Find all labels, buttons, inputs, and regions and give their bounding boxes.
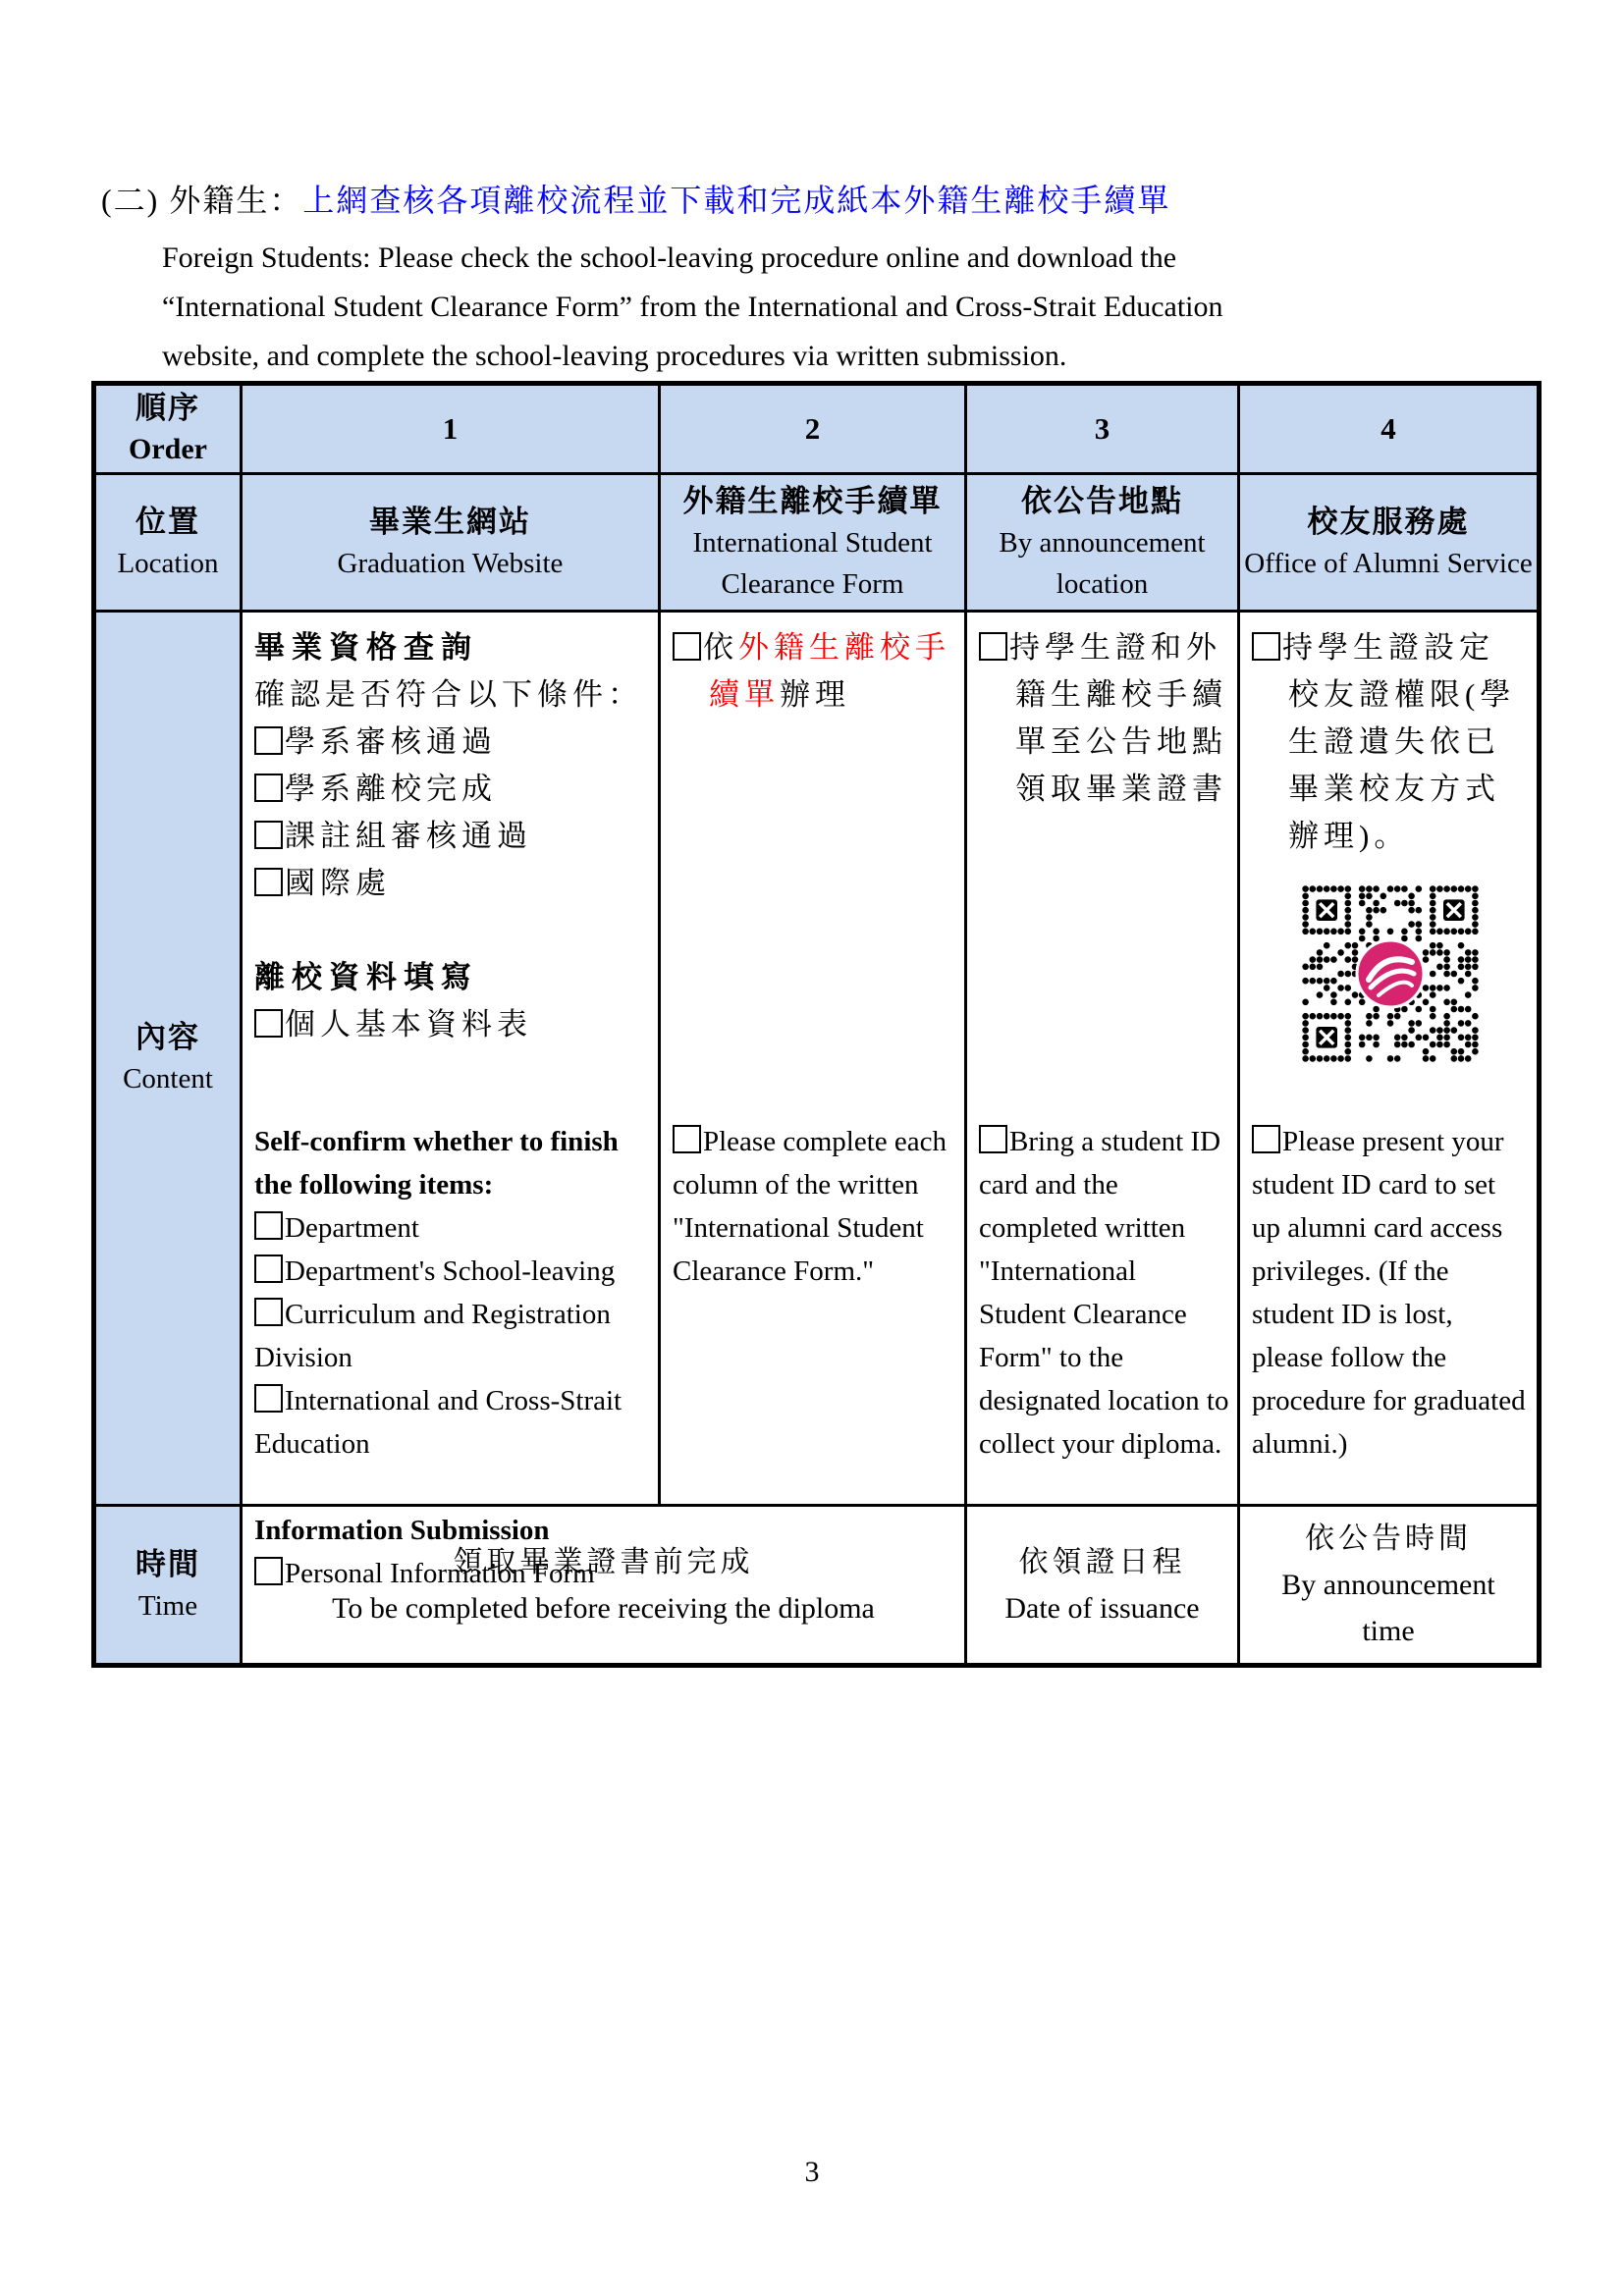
procedure-table <box>91 381 1542 1668</box>
content-row <box>94 612 1540 1506</box>
checklist-item: 國際處 <box>254 860 650 907</box>
page-number: 3 <box>804 2156 820 2188</box>
zh-subtext: 確認是否符合以下條件： <box>254 677 643 712</box>
intro-english-line: Foreign Students: Please check the school-leaving procedure online and download the <box>162 241 1177 274</box>
checkbox-icon <box>254 1384 283 1413</box>
order-step-1: 1 <box>242 384 660 474</box>
intro-english-line: “International Student Clearance Form” from the International and Cross-Strait Education <box>162 291 1223 323</box>
section-title-highlight: 上網查核各項離校流程並下載和完成紙本外籍生離校手續單 <box>302 183 1171 218</box>
intro-english <box>162 234 1535 381</box>
checklist-item: 持學生證設定校友證權限(學生證遺失依已畢業校友方式辦理)。 <box>1252 624 1529 860</box>
checklist-item: Department <box>254 1206 650 1250</box>
time-row-label: 時間 Time <box>94 1506 242 1666</box>
checklist-item: International and Cross-Strait Education <box>254 1385 623 1460</box>
location-row-label: 位置 Location <box>94 474 242 612</box>
location-cell-3: 依公告地點 By announcement location <box>966 474 1239 612</box>
checkbox-icon <box>1252 1125 1280 1153</box>
en-heading: Information Submission <box>254 1515 550 1546</box>
intro-english-line: website, and complete the school-leaving procedures via written submission. <box>162 340 1067 372</box>
time-cell-3: 依領證日程 Date of issuance <box>966 1506 1239 1666</box>
checklist-item: Curriculum and Registration Division <box>254 1299 611 1373</box>
order-step-2: 2 <box>660 384 966 474</box>
location-cell-2: 外籍生離校手續單 International Student Clearance Form <box>660 474 966 612</box>
checklist-item: 個人基本資料表 <box>254 1001 650 1048</box>
content-cell-clearance-form <box>660 612 966 1506</box>
zh-red-text: 外籍生離校手續單 <box>709 630 950 712</box>
location-row <box>94 474 1540 612</box>
checkbox-icon <box>673 1125 701 1153</box>
zh-heading: 畢業資格查詢 <box>254 630 478 665</box>
content-cell-alumni <box>1239 612 1540 1506</box>
checkbox-icon <box>979 632 1007 661</box>
qr-code <box>1302 885 1479 1062</box>
intro-section <box>101 179 1535 381</box>
section-title-prefix: (二) 外籍生： <box>101 183 303 218</box>
checklist-item: Personal Information Form <box>254 1552 650 1595</box>
content-cell-website <box>242 612 660 1589</box>
checklist-item: Please complete each column of the written "International Student Clearance Form." <box>673 1126 947 1287</box>
checklist-item: Department's School-leaving <box>254 1250 650 1293</box>
checkbox-icon <box>254 1298 283 1326</box>
checklist-item: 學系審核通過 <box>254 719 650 766</box>
checklist-item: 課註組審核通過 <box>254 813 650 860</box>
order-row <box>94 384 1540 474</box>
checklist-item: Bring a student ID card and the completed written "International Student Clearance Form" to the designated location to collect your diploma. <box>979 1126 1229 1460</box>
checkbox-icon <box>254 868 283 896</box>
checklist-item: 持學生證和外籍生離校手續單至公告地點領取畢業證書 <box>979 624 1229 813</box>
content-row-label: 內容 Content <box>94 612 242 1506</box>
checkbox-icon <box>254 1557 283 1585</box>
content-cell-location <box>966 612 1239 1506</box>
order-step-3: 3 <box>966 384 1239 474</box>
checkbox-icon <box>254 1211 283 1240</box>
checkbox-icon <box>254 821 283 849</box>
checkbox-icon <box>254 774 283 802</box>
checklist-item: 依外籍生離校手續單辦理 <box>673 624 956 719</box>
qr-code-svg <box>1302 885 1479 1062</box>
time-cell-merged: 領取畢業證書前完成 To be completed before receiving the diploma <box>242 1506 966 1666</box>
time-cell-4: 依公告時間 By announcement time <box>1239 1506 1540 1666</box>
checklist-item: Please present your student ID card to set up alumni card access privileges. (If the student ID is lost, please follow the procedure for graduated alumni.) <box>1252 1126 1526 1460</box>
checkbox-icon <box>254 1255 283 1283</box>
order-step-4: 4 <box>1239 384 1540 474</box>
checkbox-icon <box>673 632 701 661</box>
checkbox-icon <box>254 1009 283 1038</box>
checkbox-icon <box>254 726 283 755</box>
checkbox-icon <box>1252 632 1280 661</box>
section-title <box>101 179 1535 222</box>
checkbox-icon <box>979 1125 1007 1153</box>
checklist-item: 學系離校完成 <box>254 766 650 813</box>
order-row-label: 順序 Order <box>94 384 242 474</box>
en-heading: Self-confirm whether to finish the following items: <box>254 1126 619 1201</box>
location-cell-4: 校友服務處 Office of Alumni Service <box>1239 474 1540 612</box>
location-cell-1: 畢業生網站 Graduation Website <box>242 474 660 612</box>
zh-heading: 離校資料填寫 <box>254 960 478 994</box>
